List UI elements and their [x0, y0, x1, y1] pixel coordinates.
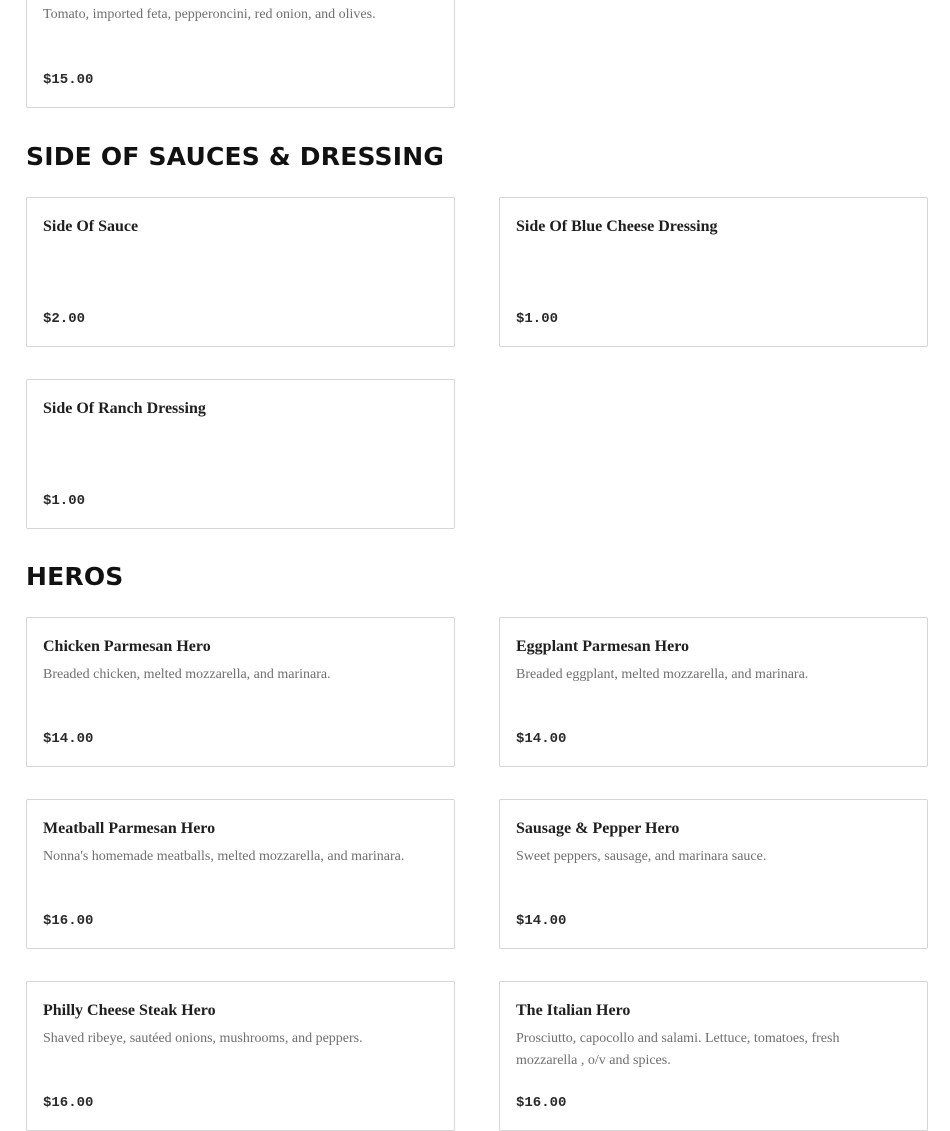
menu-item-description: Breaded chicken, melted mozzarella, and marinara.: [43, 667, 331, 682]
section-title-heros: HEROS: [26, 562, 124, 591]
menu-item-description: Nonna's homemade meatballs, melted mozzarella, and marinara.: [43, 849, 405, 864]
menu-item-card[interactable]: [499, 981, 928, 1131]
menu-item-card[interactable]: [26, 799, 455, 949]
menu-item-name: Philly Cheese Steak Hero: [43, 1002, 216, 1019]
menu-item-card[interactable]: [26, 617, 455, 767]
section-title-sauces: SIDE OF SAUCES & DRESSING: [26, 142, 445, 171]
menu-item-price: $14.00: [43, 731, 94, 747]
menu-item-price: $1.00: [516, 311, 559, 327]
menu-item-name: Side Of Ranch Dressing: [43, 400, 206, 417]
menu-item-card[interactable]: [26, 379, 455, 529]
menu-item-description: Tomato, imported feta, pepperoncini, red onion, and olives.: [43, 7, 376, 22]
menu-item-description: Breaded eggplant, melted mozzarella, and marinara.: [516, 667, 809, 682]
menu-item-name: Chicken Parmesan Hero: [43, 638, 211, 655]
menu-item-card[interactable]: [499, 617, 928, 767]
menu-item-price: $16.00: [516, 1095, 567, 1111]
menu-item-name: Eggplant Parmesan Hero: [516, 638, 690, 655]
menu-item-price: $1.00: [43, 493, 86, 509]
menu-item-description: Prosciutto, capocollo and salami. Lettuce, tomatoes, fresh mozzarella , o/v and spices.: [516, 1031, 840, 1068]
menu-item-price: $15.00: [43, 72, 94, 88]
menu-item-card[interactable]: [26, 981, 455, 1131]
menu-item-name: Meatball Parmesan Hero: [43, 820, 216, 837]
menu-item-name: Side Of Sauce: [43, 218, 139, 235]
menu-item-card[interactable]: [26, 0, 455, 108]
menu-item-price: $2.00: [43, 311, 86, 327]
menu-item-name: Side Of Blue Cheese Dressing: [516, 218, 718, 235]
menu-item-description: Shaved ribeye, sautéed onions, mushrooms, and peppers.: [43, 1031, 363, 1046]
menu-item-card[interactable]: [499, 197, 928, 347]
menu-item-card[interactable]: [26, 197, 455, 347]
menu-item-name: Sausage & Pepper Hero: [516, 820, 680, 837]
menu-item-description: Sweet peppers, sausage, and marinara sauce.: [516, 849, 767, 864]
menu-item-name: The Italian Hero: [516, 1002, 631, 1019]
menu-item-price: $14.00: [516, 731, 567, 747]
menu-item-card[interactable]: [499, 799, 928, 949]
menu-item-price: $16.00: [43, 913, 94, 929]
menu-item-price: $14.00: [516, 913, 567, 929]
menu-item-price: $16.00: [43, 1095, 94, 1111]
